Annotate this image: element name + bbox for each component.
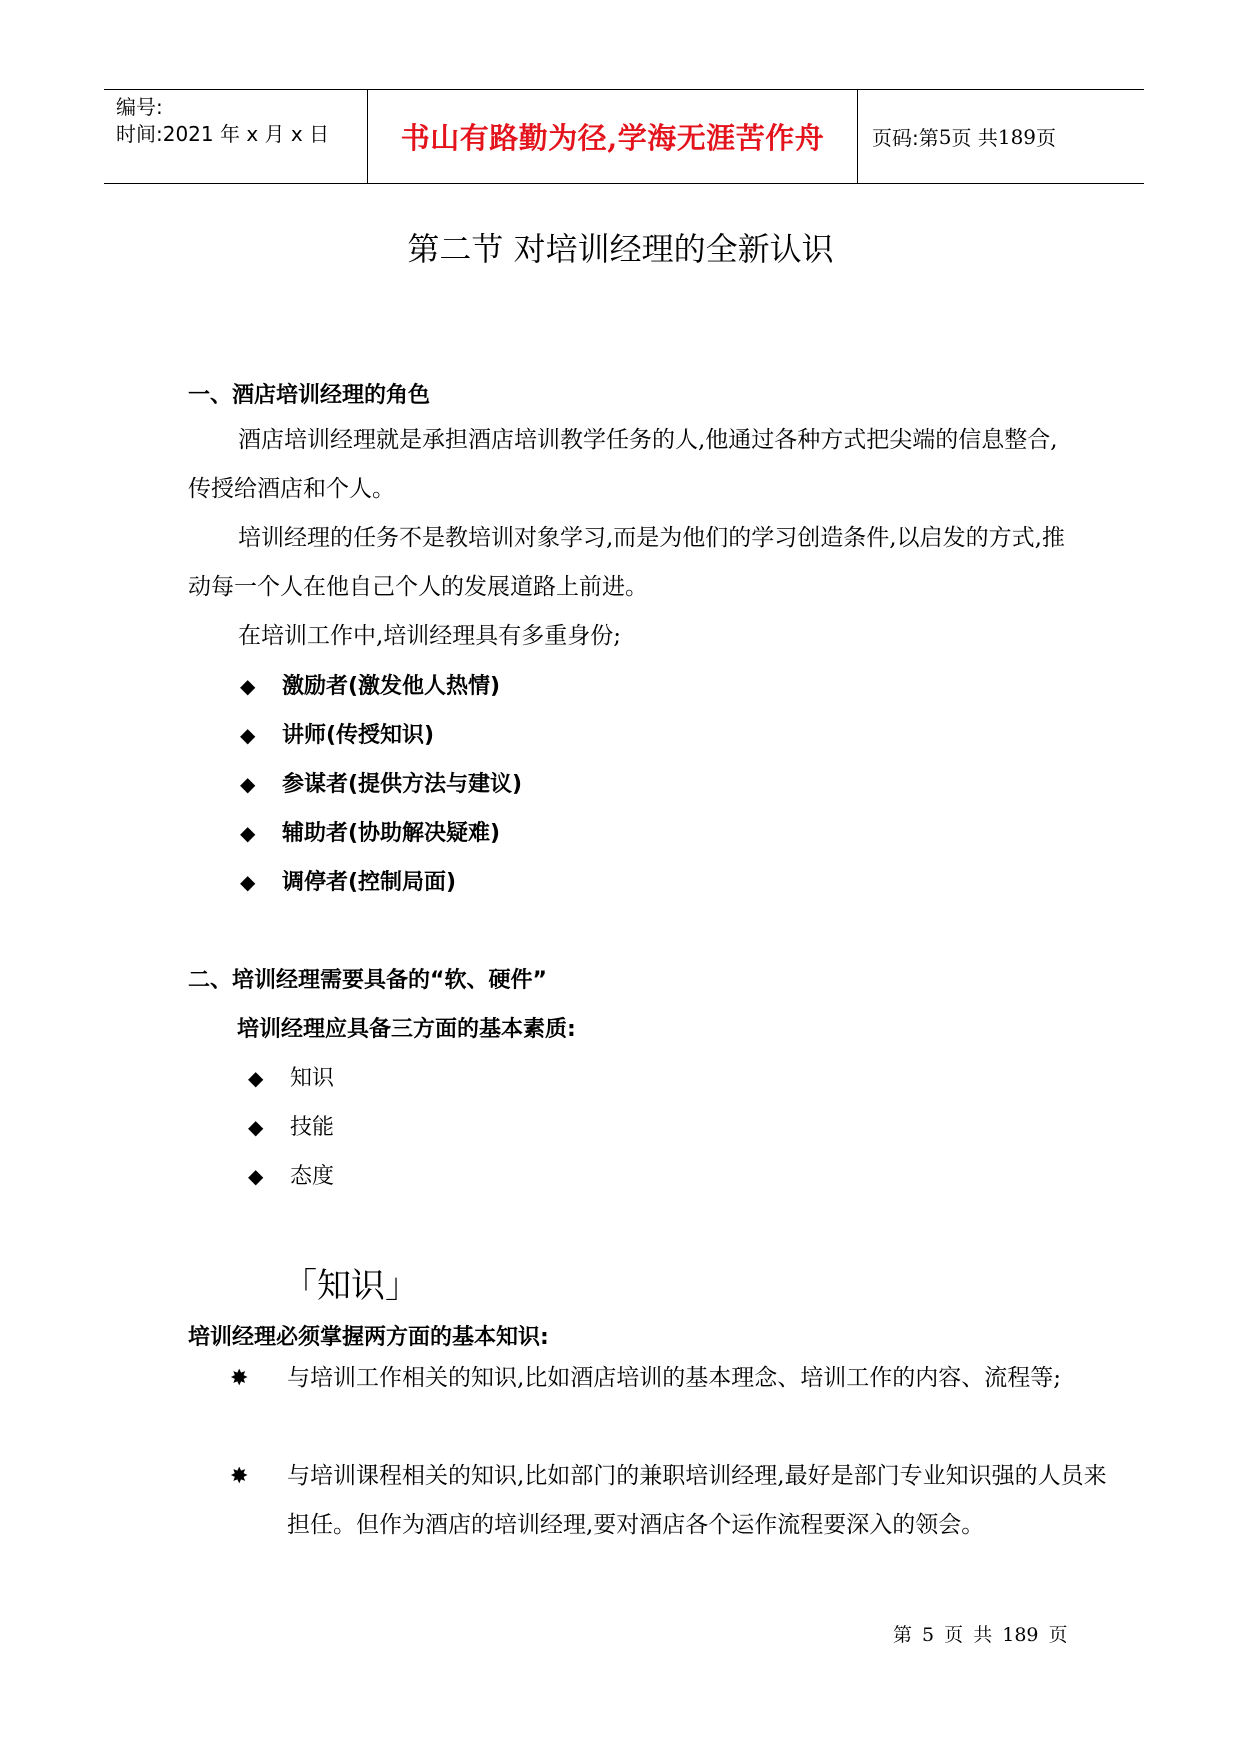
page-footer: 第 5 页 共 189 页 — [893, 1624, 1068, 1646]
header-meta — [116, 94, 366, 148]
star-icon: ✸ — [230, 1464, 249, 1489]
role-item: ◆ 讲师(传授知识) — [240, 723, 435, 748]
diamond-icon: ◆ — [248, 1115, 264, 1139]
role-item: ◆ 辅助者(协助解决疑难) — [240, 821, 501, 846]
knowledge-intro: 培训经理必须掌握两方面的基本知识: — [188, 1325, 549, 1350]
star-icon: ✸ — [230, 1366, 249, 1391]
role-item: ◆ 参谋者(提供方法与建议) — [240, 772, 523, 797]
quality-item: ◆ 技能 — [248, 1115, 335, 1140]
page-suffix: 页 — [1036, 126, 1057, 150]
page-total: 189 — [997, 124, 1037, 149]
header-page-number — [872, 90, 1056, 183]
number-label: 编号: — [116, 95, 163, 119]
time-label: 时间:2021 年 x 月 x 日 — [116, 122, 330, 146]
document-page: 编号: 时间:2021 年 x 月 x 日 书山有路勤为径,学海无涯苦作舟 页码:第 5 页 共 189 页 第二节 对培训经理的全新认识 一、酒店培训经理的角色 酒店培训经理就是承担酒店培训教学任务的人,他通过各种方式把尖端的信息整合,传授给酒店和个人。 培训经理的任务不是教培训对象学习,而是为他们的学习创造条件,以启发的方式,推动每一个人在他自己个人的发展道路上前进。 在培训工作中,培训经理具有多重身份; ◆ 激励者(激发他人热情) ◆ 讲师(传授知识) ◆ 参谋者(提供方法与建议) ◆ 辅助者(协助解决疑难) ◆ 调停者(控制局面) 二、培训经理需要具备的“软、硬件” 培训经理应具备三方面的基本素质: ◆ 知识 ◆ 技能 ◆ 态度 「知识」 培训经理必须掌握两方面的基本知识: ✸ 与培训工作相关的知识,比如酒店培训的基本理念、培训工作的内容、流程等; ✸ 与培训课程相关的知识,比如部门的兼职培训经理,最好是部门专业知识强的人员来担任。但作为酒店的培训经理,要对酒店各个运作流程要深入的领会。 第 5 页 共 189 页 — [0, 0, 1241, 1754]
page-prefix: 页码:第 — [872, 126, 939, 150]
page-mid: 页 共 — [951, 126, 998, 150]
diamond-icon: ◆ — [248, 1164, 264, 1188]
role-item: ◆ 激励者(激发他人热情) — [240, 674, 501, 699]
diamond-icon: ◆ — [240, 821, 256, 845]
section1-para1: 酒店培训经理就是承担酒店培训教学任务的人,他通过各种方式把尖端的信息整合,传授给酒店和个人。 — [188, 427, 1058, 502]
knowledge-title: 「知识」 — [283, 1266, 419, 1306]
section1-heading: 一、酒店培训经理的角色 — [188, 383, 431, 408]
section1-para2: 培训经理的任务不是教培训对象学习,而是为他们的学习创造条件,以启发的方式,推动每一个人在他自己个人的发展道路上前进。 — [188, 525, 1065, 600]
header-motto: 书山有路勤为径,学海无涯苦作舟 — [400, 121, 825, 155]
diamond-icon: ◆ — [248, 1066, 264, 1090]
quality-item: ◆ 态度 — [248, 1164, 335, 1189]
header-divider — [857, 90, 858, 183]
diamond-icon: ◆ — [240, 723, 256, 747]
section-title: 第二节 对培训经理的全新认识 — [407, 230, 834, 268]
page-header — [104, 89, 1144, 184]
section1-para3: 在培训工作中,培训经理具有多重身份; — [238, 623, 622, 649]
page-current: 5 — [938, 124, 952, 149]
quality-item: ◆ 知识 — [248, 1066, 335, 1091]
section2-heading: 二、培训经理需要具备的“软、硬件” — [188, 968, 547, 993]
diamond-icon: ◆ — [240, 870, 256, 894]
role-item: ◆ 调停者(控制局面) — [240, 870, 457, 895]
diamond-icon: ◆ — [240, 674, 256, 698]
section2-subheading: 培训经理应具备三方面的基本素质: — [237, 1017, 576, 1042]
diamond-icon: ◆ — [240, 772, 256, 796]
